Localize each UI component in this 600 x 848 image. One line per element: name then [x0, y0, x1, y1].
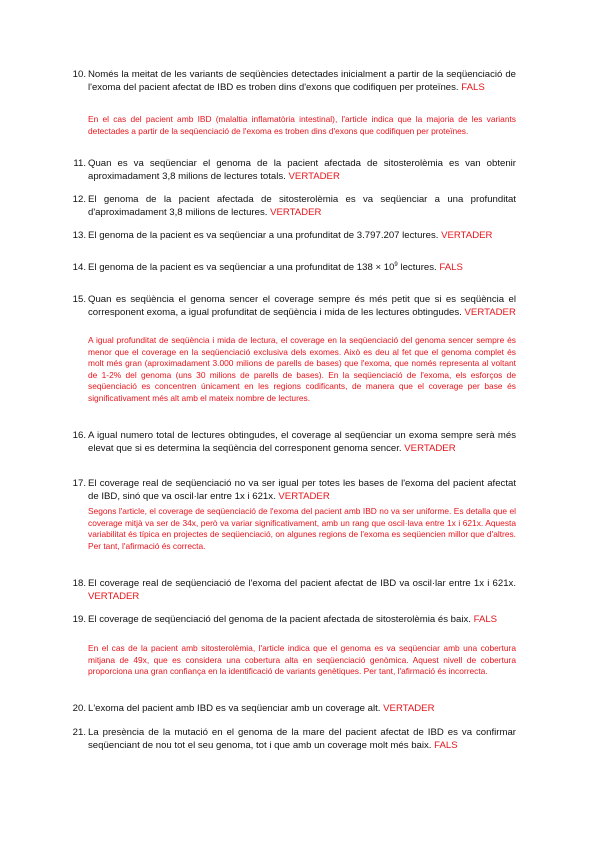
answer-label: FALS [461, 81, 485, 93]
statement-number: 21. [72, 727, 86, 738]
statement-text: El coverage real de seqüenciació de l'exoma del pacient afectat de IBD va oscil·lar entre 1x i 621x. [88, 578, 516, 589]
statement-13 [72, 230, 516, 243]
statement-number: 20. [72, 703, 86, 714]
statement-text: El genoma de la pacient es va seqüenciar a una profunditat de 3.797.207 lectures. [88, 230, 439, 241]
statement-20 [72, 703, 516, 716]
statement-17 [72, 478, 516, 504]
answer-label: VERTADER [288, 170, 340, 182]
answer-label: VERTADER [383, 703, 435, 714]
statement-11 [73, 158, 516, 184]
statement-10 [72, 69, 516, 95]
statement-16 [72, 430, 516, 456]
explanation-19: En el cas de la pacient amb sitosterolèmia, l'article indica que el genoma es va seqüenciar amb una cobertura mitjana de 49x, que es considera una cobertura alta en seqüenciació genòmica. Aquest nivell de cobertura proporciona una gran confiança en la identificació de variants genètiques. Per tant, l'afirmació és incorrecta. [88, 643, 516, 677]
explanation-10: En el cas del pacient amb IBD (malaltia inflamatòria intestinal), l'article indica que la majoria de les variants detectades a partir de la seqüenciació de l'exoma es troben dins d'exons que codifiquen per proteïnes. [88, 114, 516, 136]
statement-18 [72, 578, 516, 604]
statement-text: Quan es va seqüenciar el genoma de la pacient afectada de sitosterolèmia es van obtenir aproximadament 3,8 milions de lectures totals. [88, 158, 516, 182]
statement-text: La presència de la mutació en el genoma de la mare del pacient afectat de IBD es va confirmar seqüenciant de nou tot el seu genoma, tot i que amb un coverage molt més baix. [88, 727, 516, 751]
statement-number: 10. [72, 69, 86, 80]
statement-text: L'exoma del pacient amb IBD es va seqüenciar amb un coverage alt. [88, 703, 381, 714]
answer-label: FALS [473, 614, 498, 625]
statement-number: 14. [72, 262, 86, 273]
statement-text: El coverage de seqüenciació del genoma de la pacient afectada de sitosterolèmia és baix. [88, 614, 471, 625]
answer-label: FALS [434, 739, 458, 751]
statement-number: 13. [72, 230, 86, 241]
statement-number: 11. [73, 158, 86, 169]
answer-label: FALS [439, 262, 463, 273]
statement-text: A igual numero total de lectures obtingudes, el coverage al seqüenciar un exoma sempre serà més elevat que si es determina la seqüència del corresponent genoma sencer. [88, 430, 516, 454]
statement-19 [72, 614, 516, 627]
statement-14 [72, 261, 516, 275]
exponent: 9 [394, 261, 398, 268]
statement-text-end: lectures. [397, 262, 437, 273]
statement-text: El genoma de la pacient es va seqüenciar a una profunditat de 138 × 10 [88, 262, 395, 273]
answer-label: VERTADER [464, 306, 516, 318]
statement-text: Només la meitat de les variants de seqüències detectades inicialment a partir de la seqüenciació de l'exoma del pacient afectat de IBD es troben dins d'exons que codifiquen per proteïnes. [88, 69, 516, 93]
statement-number: 16. [72, 430, 86, 441]
statement-number: 18. [72, 578, 86, 589]
explanation-15: A igual profunditat de seqüència i mida de lectura, el coverage en la seqüenciació del genoma sencer sempre és menor que el coverage en la seqüenciació exclusiva dels exomes. Això es deu al fet que el genoma complet és molt més gran (aproximadament 3.000 milions de parells de bases) que l'exoma, que només representa al voltant de 1-2% del genoma (uns 30 milions de parells de bases). En la seqüenciació de l'exoma, els esforços de seqüenciació es concentren únicament en les regions codificants, de manera que el coverage per base és significativament més alt amb el mateix nombre de lectures. [88, 335, 516, 403]
answer-label: VERTADER [270, 206, 322, 218]
statement-number: 17. [72, 478, 86, 489]
statement-12 [72, 194, 516, 220]
statement-text: El coverage real de seqüenciació no va ser igual per totes les bases de l'exoma del pacient afectat de IBD, sinó que va oscil·lar entre 1x i 621x. [88, 478, 516, 502]
statement-number: 15. [72, 294, 86, 305]
answer-label: VERTADER [404, 442, 456, 454]
statement-text: El genoma de la pacient afectada de sitosterolèmia es va seqüenciar a una profunditat d'aproximadament 3,8 milions de lectures. [88, 194, 516, 218]
statement-15 [72, 294, 516, 320]
statement-21 [72, 727, 516, 753]
answer-label: VERTADER [441, 230, 493, 241]
explanation-17: Segons l'article, el coverage de seqüenciació de l'exoma del pacient amb IBD no va ser uniforme. Es detalla que el coverage mitjà va ser de 34x, però va variar significativament, amb un rang que oscil·lava entre 1x i 621x. Aquesta variabilitat és típica en projectes de seqüenciació, on algunes regions de l'exoma es seqüencien millor que d'altres. Per tant, l'afirmació és correcta. [88, 506, 516, 551]
answer-label: VERTADER [88, 590, 140, 602]
statement-number: 12. [72, 194, 86, 205]
statement-text: Quan es seqüència el genoma sencer el coverage sempre és més petit que si es seqüència el corresponent exoma, a igual profunditat de seqüència i mida de les lectures obtingudes. [88, 294, 516, 318]
statement-number: 19. [72, 614, 86, 625]
answer-label: VERTADER [278, 490, 330, 502]
